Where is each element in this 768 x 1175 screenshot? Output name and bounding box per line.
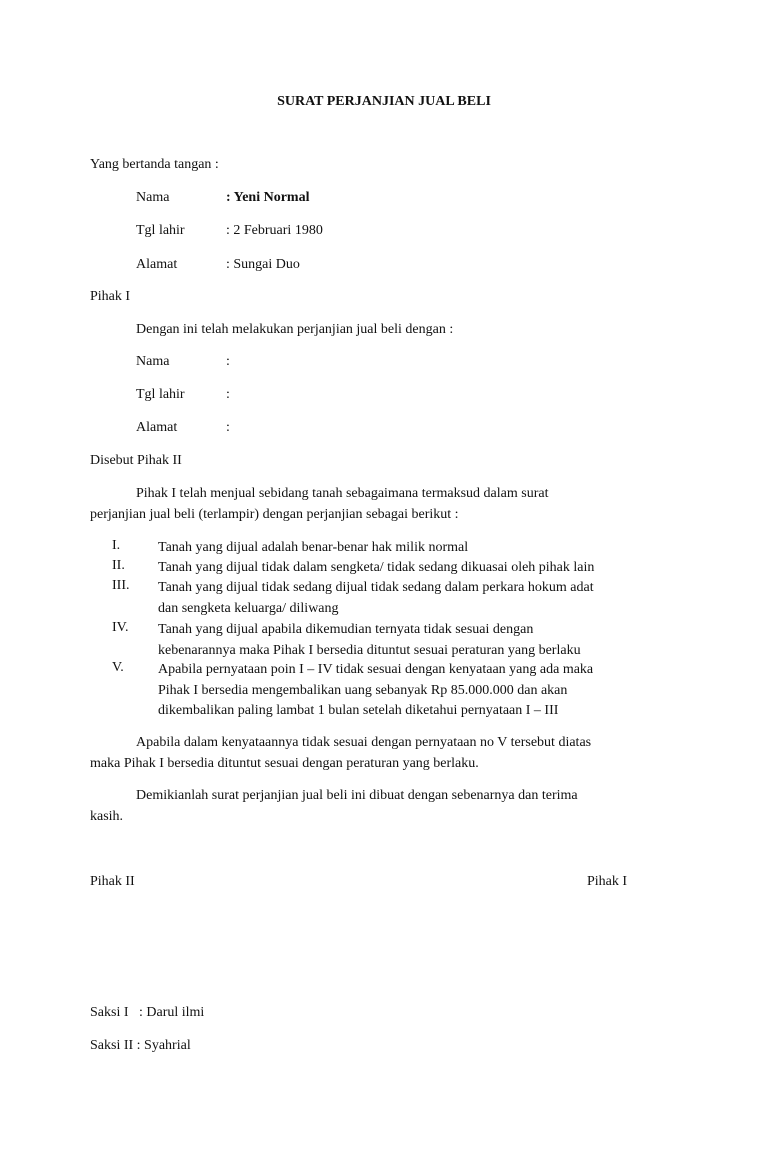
para1-line2: perjanjian jual beli (terlampir) dengan perjanjian sebagai berikut : xyxy=(90,507,459,522)
clause-5-line: Pihak I bersedia mengembalikan uang sebanyak Rp 85.000.000 dan akan xyxy=(158,682,568,698)
para1-line1: Pihak I telah menjual sebidang tanah sebagaimana termaksud dalam surat xyxy=(136,486,549,501)
party2-dob-value: : xyxy=(226,387,230,402)
party1-address-label: Alamat xyxy=(136,257,178,272)
party2-name-value: : xyxy=(226,354,230,369)
para2-line1: Apabila dalam kenyataannya tidak sesuai dengan pernyataan no V tersebut diatas xyxy=(136,735,592,750)
witness-2: Saksi II : Syahrial xyxy=(90,1038,191,1053)
para2-line2: maka Pihak I bersedia dituntut sesuai dengan peraturan yang berlaku. xyxy=(90,756,479,771)
witness-1: Saksi I : Darul ilmi xyxy=(90,1005,205,1020)
party2-address-label: Alamat xyxy=(136,420,178,435)
party1-name-value: : Yeni Normal xyxy=(226,190,310,205)
clause-3-line: Tanah yang dijual tidak sedang dijual tidak sedang dalam perkara hokum adat xyxy=(158,580,594,595)
clause-5-text xyxy=(158,660,668,722)
intro-line: Yang bertanda tangan : xyxy=(90,157,219,172)
clause-4-line: kebenarannya maka Pihak I bersedia dituntut sesuai peraturan yang berlaku xyxy=(158,642,581,658)
clause-1-text xyxy=(158,538,668,559)
clause-5-line: Apabila pernyataan poin I – IV tidak sesuai dengan kenyataan yang ada maka xyxy=(158,662,594,677)
party2-address-value: : xyxy=(226,420,230,435)
party1-name-label: Nama xyxy=(136,190,170,205)
clause-4-line: Tanah yang dijual apabila dikemudian ternyata tidak sesuai dengan xyxy=(158,622,534,637)
party1-role: Pihak I xyxy=(90,289,131,304)
clause-5-line: dikembalikan paling lambat 1 bulan setelah diketahui pernyataan I – III xyxy=(158,703,559,718)
party1-dob-value: : 2 Februari 1980 xyxy=(226,223,323,238)
signature-left-label: Pihak II xyxy=(90,874,135,889)
clause-2-text xyxy=(158,558,668,579)
party2-name-label: Nama xyxy=(136,354,170,369)
clause-4-text xyxy=(158,620,668,661)
clause-1-number: I. xyxy=(112,538,121,553)
party2-dob-label: Tgl lahir xyxy=(136,387,185,402)
agreement-line: Dengan ini telah melakukan perjanjian jual beli dengan : xyxy=(136,322,454,337)
para3-line1: Demikianlah surat perjanjian jual beli ini dibuat dengan sebenarnya dan terima xyxy=(136,788,578,803)
clause-3-number: III. xyxy=(112,578,130,593)
party2-role: Disebut Pihak II xyxy=(90,453,182,468)
document-title: SURAT PERJANJIAN JUAL BELI xyxy=(277,94,491,109)
clause-5-number: V. xyxy=(112,660,124,675)
clause-3-text xyxy=(158,578,668,619)
party1-dob-label: Tgl lahir xyxy=(136,223,185,238)
party1-address-value: : Sungai Duo xyxy=(226,257,300,272)
clause-2-number: II. xyxy=(112,558,125,573)
signature-right-label: Pihak I xyxy=(587,874,628,889)
clause-2-line: Tanah yang dijual tidak dalam sengketa/ tidak sedang dikuasai oleh pihak lain xyxy=(158,560,595,575)
clause-1-line: Tanah yang dijual adalah benar-benar hak milik normal xyxy=(158,540,469,555)
clause-4-number: IV. xyxy=(112,620,129,635)
clause-3-line: dan sengketa keluarga/ diliwang xyxy=(158,600,339,616)
para3-line2: kasih. xyxy=(90,809,124,824)
